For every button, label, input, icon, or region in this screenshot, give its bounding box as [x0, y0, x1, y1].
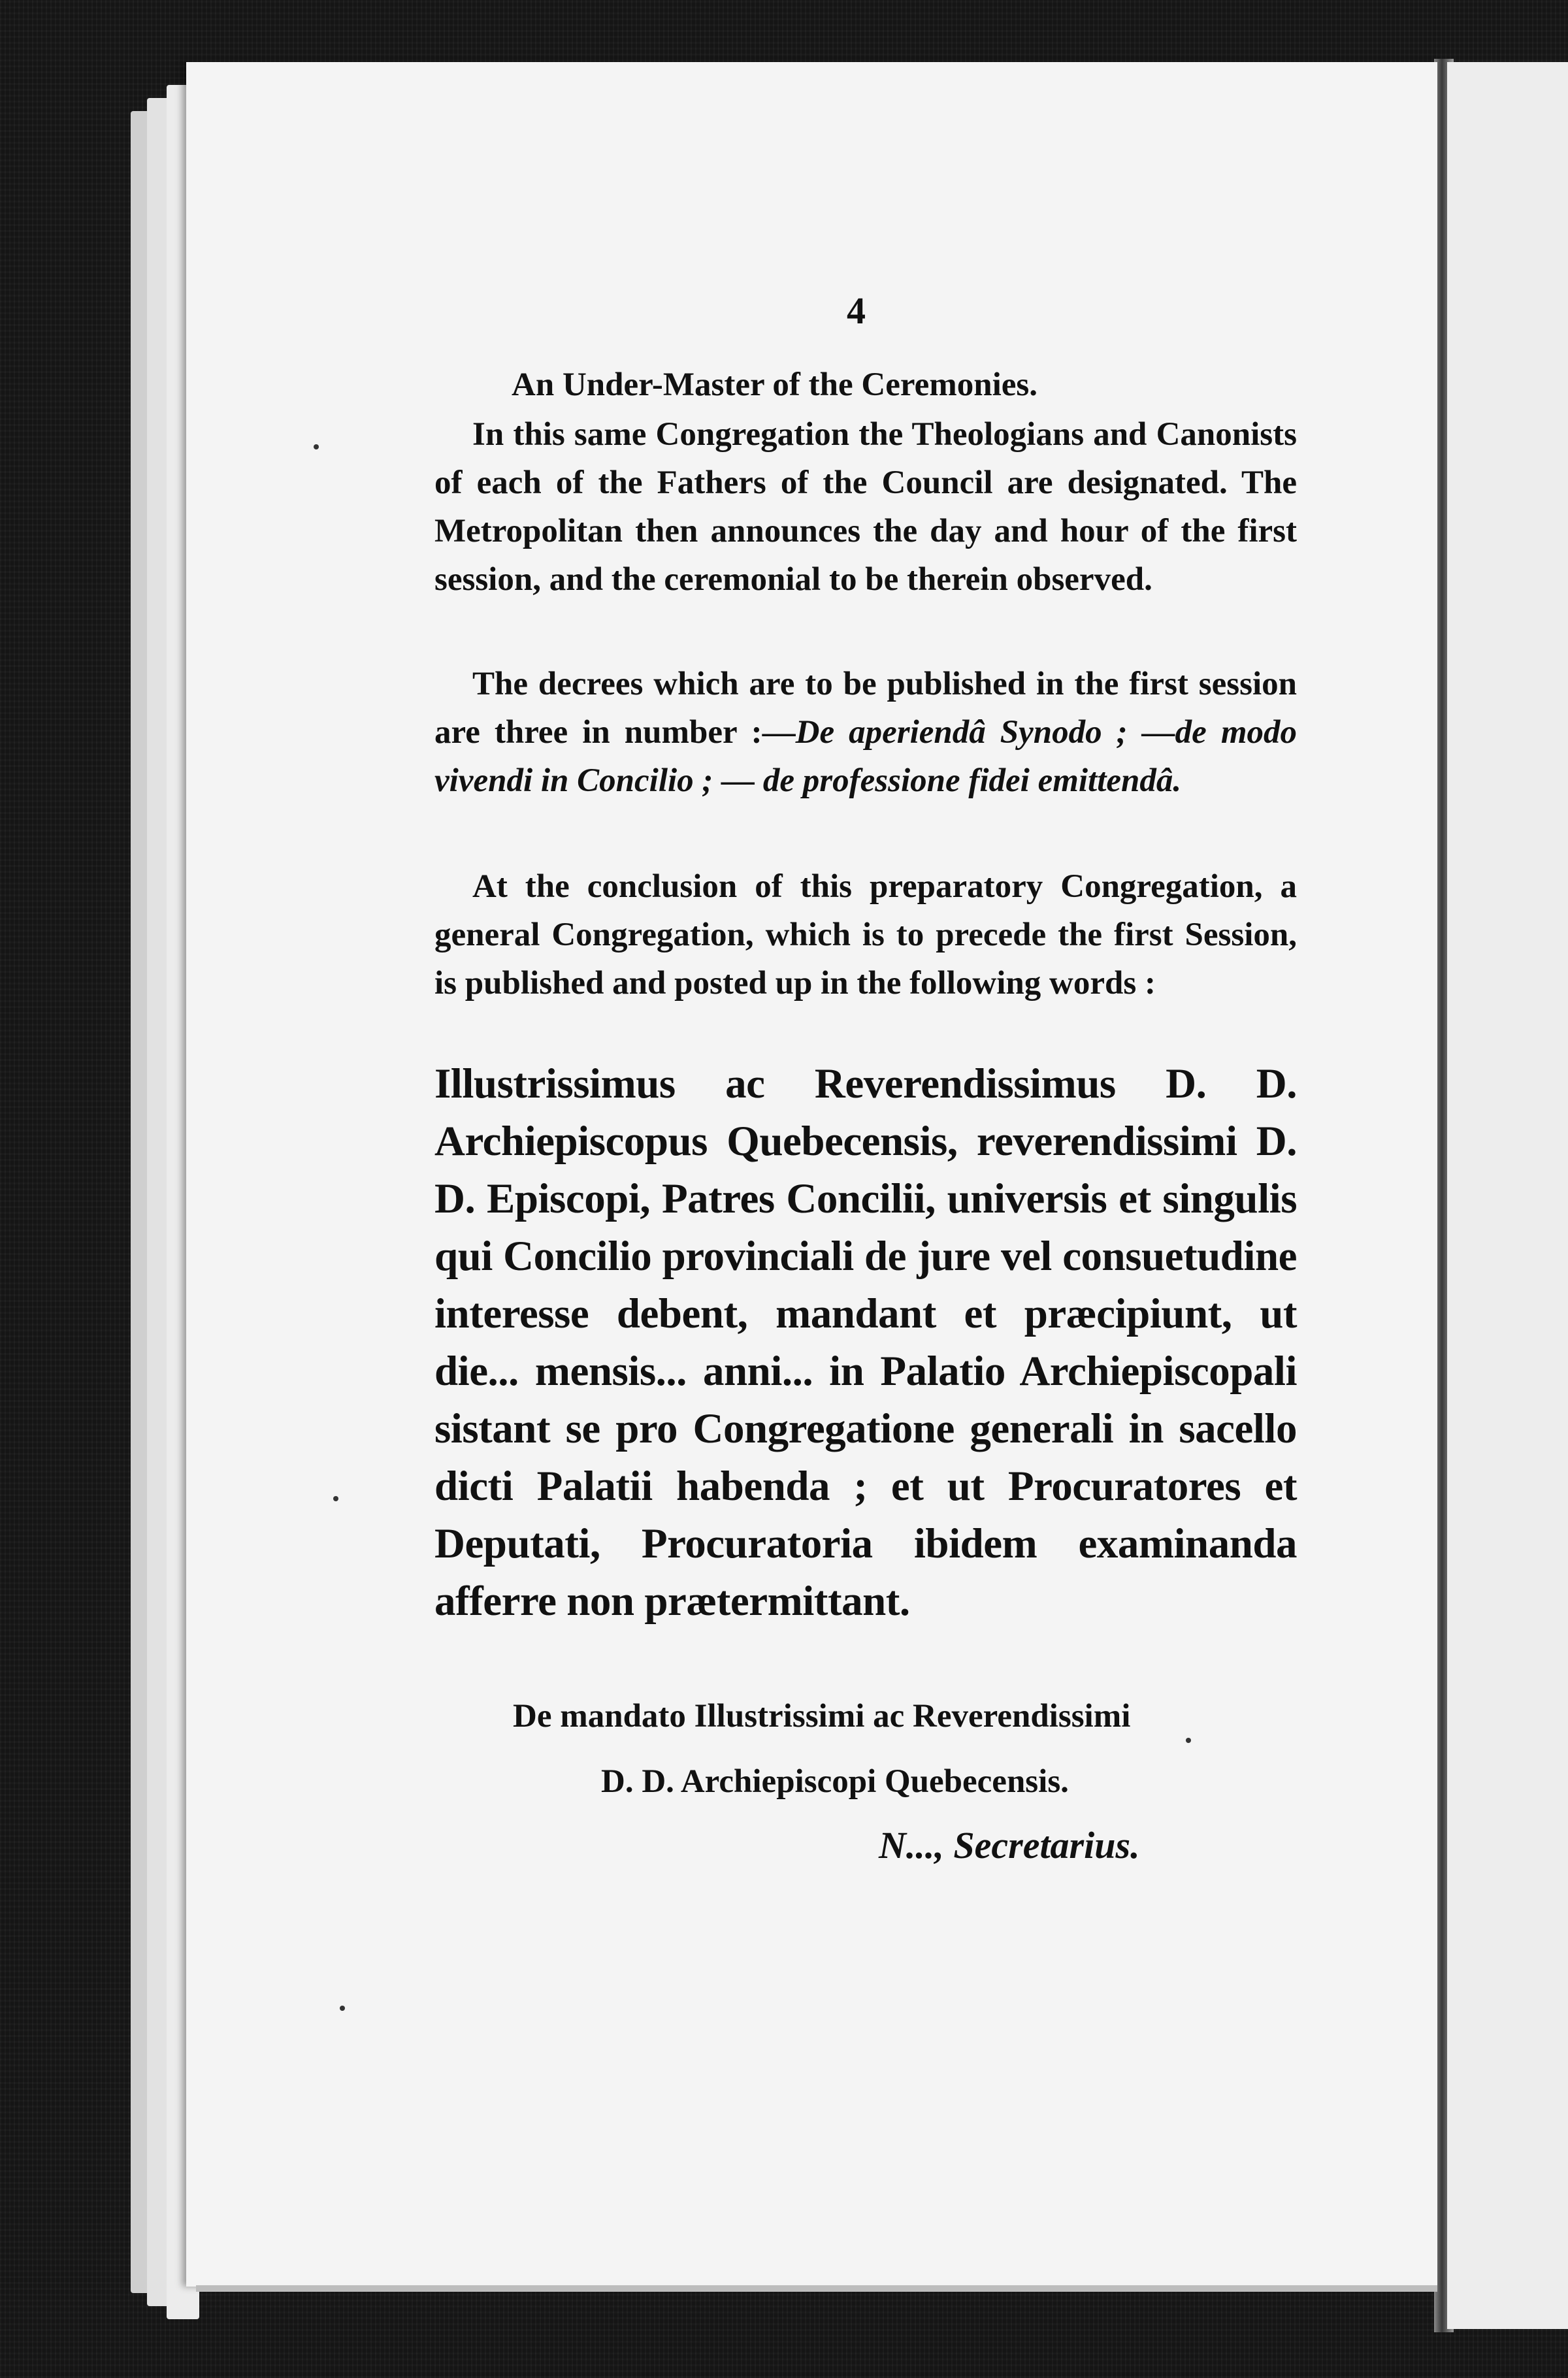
heading-line: An Under-Master of the Ceremonies.: [512, 366, 1037, 403]
paragraph-decrees: [434, 660, 1297, 805]
ink-speck: [1186, 1738, 1191, 1743]
paragraph-text: In this same Congregation the Theologians and Canonists of each of the Fathers of the Council are designated. The Metropolitan then announces the day and hour of the first session, and the ceremonial to be therein observed.: [434, 416, 1297, 598]
ink-speck: [314, 444, 319, 449]
mandate-line: De mandato Illustrissimi ac Reverendissimi: [513, 1698, 1131, 1735]
page-number: 4: [847, 289, 866, 332]
paragraph-congregation: [434, 410, 1297, 604]
page-bottom-edge: [196, 2285, 1437, 2292]
signature-line: N..., Secretarius.: [879, 1824, 1140, 1866]
ink-speck: [340, 2006, 345, 2011]
latin-notice: Illustrissimus ac Reverendissimus D. D. Archiepiscopus Quebecensis, reverendissimi D. D. Episcopi, Patres Concilii, universis et singulis qui Concilio provinciali de jure vel consuetudine interesse debent, mandant et præcipiunt, ut die... mensis... anni... in Palatio Archiepiscopali sistant se pro Congregatione generali in sacello dicti Palatii habenda ; et ut Procuratores et Deputati, Procuratoria ibidem examinanda afferre non prætermittant.: [434, 1060, 1297, 1625]
decrees-intro: The decrees which are to be published in the first session are three in number :—: [434, 666, 1297, 751]
paragraph-conclusion: [434, 862, 1297, 1007]
decree-titles: De aperiendâ Synodo ; —de modo vivendi in Concilio ; — de professione fidei emittendâ.: [434, 714, 1297, 799]
paragraph-text: At the conclusion of this preparatory Congregation, a general Congregation, which is to precede the first Session, is published and posted up in the following words :: [434, 868, 1297, 1002]
facing-page: [1447, 62, 1568, 2329]
ink-speck: [333, 1496, 338, 1501]
paragraph-text: [434, 660, 1297, 805]
mandate-line: D. D. Archiepiscopi Quebecensis.: [601, 1763, 1069, 1800]
